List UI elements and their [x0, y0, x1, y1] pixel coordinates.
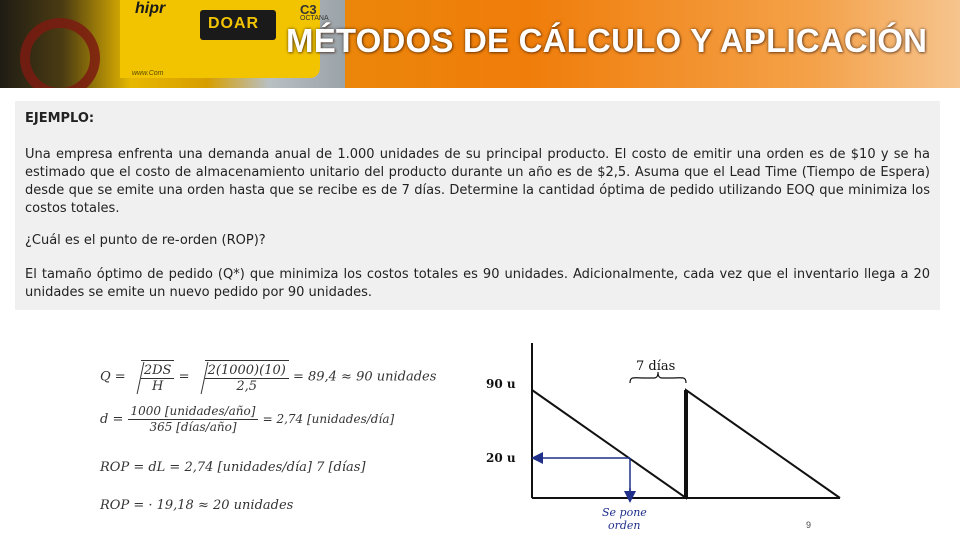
problem-statement: Una empresa enfrenta una demanda anual de 1.000 unidades de su principal producto. El costo de emitir una orden es de $10 y se ha estimado que el costo de almacenamiento unitario del producto durante un año es de $2,5. Asuma que el Lead Time (Tiempo de Espera) desde que se emite una orden hasta que se recibe es de 7 días. Determine la cantidad óptima de pedido utilizando EOQ que minimiza los costos totales.: [25, 147, 930, 216]
order-label-2: orden: [608, 519, 641, 532]
sqrt-1: [130, 360, 175, 394]
formula-rop-result: ROP = · 19,18 ≈ 20 unidades: [100, 498, 294, 513]
slide-title: MÉTODOS DE CÁLCULO Y APLICACIÓN: [286, 22, 928, 59]
formula-eoq-den2: 2,5: [236, 379, 258, 394]
inventory-graph: [478, 338, 858, 534]
photo-model-sub: OCTANA: [300, 15, 329, 22]
formula-eoq-eq: =: [178, 369, 190, 385]
formula-demand-frac: [128, 404, 259, 435]
formula-eoq: [100, 360, 436, 394]
formula-demand: [100, 404, 394, 435]
formula-demand-den: 365 [días/año]: [149, 420, 237, 434]
formulas-block: [100, 340, 480, 530]
header-banner: [0, 0, 960, 88]
leadtime-label: 7 días: [636, 359, 676, 374]
formula-eoq-den1: H: [151, 379, 164, 394]
formula-demand-lhs: d =: [100, 412, 124, 427]
question-text: ¿Cuál es el punto de re-orden (ROP)?: [25, 233, 266, 248]
sqrt-2: [194, 360, 289, 394]
formula-eoq-result: = 89,4 ≈ 90 unidades: [292, 369, 437, 385]
formula-demand-num: 1000 [unidades/año]: [128, 404, 259, 420]
formula-eoq-num2: 2(1000)(10): [205, 363, 289, 379]
formula-eoq-num1: 2DS: [141, 363, 175, 379]
hose-reel-shape: [20, 18, 100, 88]
photo-model: C3: [300, 2, 317, 17]
brand-plate: [200, 10, 276, 40]
photo-brand-partial: hipr: [135, 0, 166, 17]
answer-text: El tamaño óptimo de pedido (Q*) que minimiza los costos totales es 90 unidades. Adicionalmente, cada vez que el inventario llega a 20 unidades se emite un nuevo pedido por 90 unidades.: [25, 267, 930, 300]
brand-plate-text: DOAR: [208, 15, 260, 32]
label-20u: 20 u: [486, 451, 516, 465]
example-panel: [15, 101, 940, 310]
formula-demand-result: = 2,74 [unidades/día]: [262, 412, 395, 426]
formula-eoq-lhs: Q =: [100, 369, 126, 385]
photo-url: www.Com: [132, 70, 164, 77]
label-90u: 90 u: [486, 377, 516, 391]
page-number: 9: [806, 520, 812, 530]
example-label: EJEMPLO:: [25, 111, 95, 126]
order-label-1: Se pone: [602, 506, 647, 519]
formula-rop: ROP = dL = 2,74 [unidades/día] 7 [días]: [100, 460, 366, 475]
